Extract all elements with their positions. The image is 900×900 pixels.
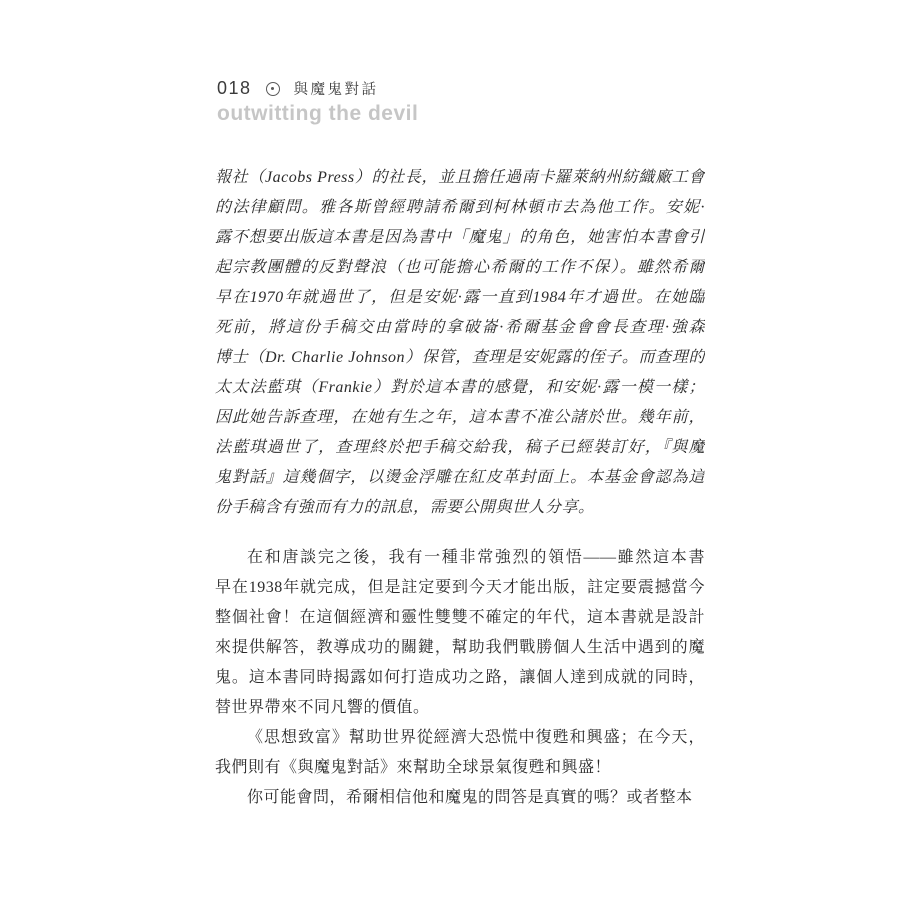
text-line: 鬼。這本書同時揭露如何打造成功之路，讓個人達到成就的同時， (215, 669, 705, 686)
text-line: 鬼對話』這幾個字，以燙金浮雕在紅皮革封面上。本基金會認為這 (215, 469, 705, 486)
text-line: 露不想要出版這本書是因為書中「魔鬼」的角色，她害怕本書會引 (215, 229, 705, 246)
text-line: 太太法藍琪（Frankie）對於這本書的感覺，和安妮·露一模一樣； (215, 379, 705, 396)
text-line: 來提供解答，教導成功的關鍵，幫助我們戰勝個人生活中遇到的魔 (215, 639, 705, 656)
text-line: 法藍琪過世了，查理終於把手稿交給我，稿子已經裝訂好，『與魔 (215, 439, 705, 456)
text-line: 報社（Jacobs Press）的社長，並且擔任過南卡羅萊納州紡織廠工會 (215, 169, 705, 186)
circled-dot-icon (266, 82, 280, 96)
text-line: 早在1970年就過世了，但是安妮·露一直到1984年才過世。在她臨 (215, 289, 705, 306)
book-title-english: outwitting the devil (217, 102, 419, 125)
book-title: 與魔鬼對話 (293, 82, 379, 98)
text-line: 整個社會！在這個經濟和靈性雙雙不確定的年代，這本書就是設計 (215, 609, 705, 626)
text-line: 因此她告訴查理，在她有生之年，這本書不准公諸於世。幾年前， (215, 409, 705, 426)
page-header (217, 78, 418, 126)
text-line: 我們則有《與魔鬼對話》來幫助全球景氣復甦和興盛！ (215, 759, 612, 776)
paragraph (215, 783, 705, 813)
body-text (215, 163, 705, 813)
text-line: 博士（Dr. Charlie Johnson）保管，查理是安妮露的侄子。而查理的 (215, 349, 705, 366)
text-line: 替世界帶來不同凡響的價值。 (215, 699, 430, 716)
text-line: 的法律顧問。雅各斯曾經聘請希爾到柯林頓市去為他工作。安妮· (215, 199, 705, 216)
text-line: 在和唐談完之後，我有一種非常強烈的領悟——雖然這本書 (247, 549, 705, 566)
text-line: 起宗教團體的反對聲浪（也可能擔心希爾的工作不保）。雖然希爾 (215, 259, 705, 276)
text-line: 你可能會問，希爾相信他和魔鬼的問答是真實的嗎？或者整本 (247, 789, 693, 806)
paragraph (215, 163, 705, 523)
text-line: 早在1938年就完成，但是註定要到今天才能出版，註定要震撼當今 (215, 579, 705, 596)
paragraph (215, 723, 705, 783)
text-line: 份手稿含有強而有力的訊息，需要公開與世人分享。 (215, 499, 595, 516)
header-row (217, 78, 418, 99)
text-line: 《思想致富》幫助世界從經濟大恐慌中復甦和興盛；在今天， (247, 729, 705, 746)
page-number: 018 (217, 78, 252, 98)
paragraph (215, 543, 705, 723)
text-line: 死前，將這份手稿交由當時的拿破崙·希爾基金會會長查理·強森 (215, 319, 705, 336)
